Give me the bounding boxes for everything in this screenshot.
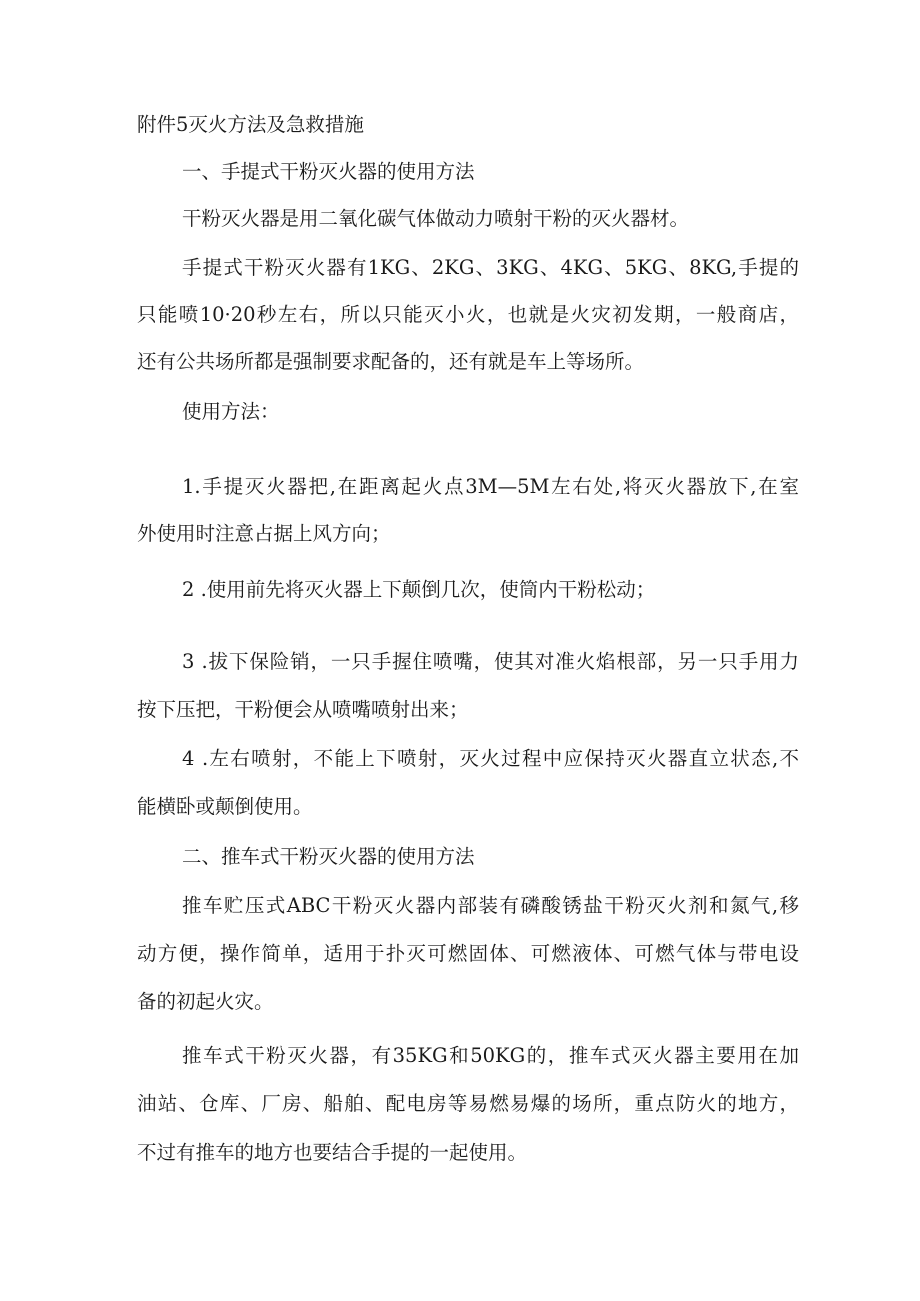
step-2: 2 .使用前先将灭火器上下颠倒几次，使筒内干粉松动； [182, 578, 656, 601]
step-4-line-2: 能横卧或颠倒使用。 [137, 795, 313, 818]
step-1-line-1: 1.手提灭火器把,在距离起火点3M—5M左右处,将灭火器放下,在室 [182, 475, 799, 498]
step-3-line-1: 3 .拔下保险销，一只手握住喷嘴，使其对准火焰根部，另一只手用力 [182, 650, 799, 673]
paragraph-4-line-2: 油站、仓库、厂房、船舶、配电房等易燃易爆的场所，重点防火的地方， [137, 1092, 799, 1115]
paragraph-2-line-2: 只能喷10·20秒左右，所以只能灭小火，也就是火灾初发期，一般商店， [137, 303, 799, 326]
section-heading-1: 一、手提式干粉灭火器的使用方法 [182, 160, 475, 183]
step-3-line-2: 按下压把，干粉便会从喷嘴喷射出来； [137, 698, 469, 721]
paragraph-4-line-3: 不过有推车的地方也要结合手提的一起使用。 [137, 1141, 528, 1164]
usage-label: 使用方法： [182, 400, 280, 423]
paragraph-1: 干粉灭火器是用二氧化碳气体做动力喷射干粉的灭火器材。 [182, 207, 690, 230]
paragraph-3-line-1: 推车贮压式ABC干粉灭火器内部装有磷酸锈盐干粉灭火剂和氮气,移 [182, 894, 799, 917]
paragraph-4-line-1: 推车式干粉灭火器，有35KG和50KG的，推车式灭火器主要用在加 [182, 1044, 799, 1067]
section-heading-2: 二、推车式干粉灭火器的使用方法 [182, 845, 475, 868]
paragraph-2-line-1: 手提式干粉灭火器有1KG、2KG、3KG、4KG、5KG、8KG,手提的 [182, 256, 799, 279]
step-1-line-2: 外使用时注意占据上风方向； [137, 522, 391, 545]
paragraph-3-line-2: 动方便，操作简单，适用于扑灭可燃固体、可燃液体、可燃气体与带电设 [137, 942, 799, 965]
paragraph-3-line-3: 备的初起火灾。 [137, 990, 274, 1013]
step-4-line-1: 4 .左右喷射，不能上下喷射，灭火过程中应保持灭火器直立状态,不 [182, 747, 799, 770]
document-title: 附件5灭火方法及急救措施 [137, 113, 364, 136]
paragraph-2-line-3: 还有公共场所都是强制要求配备的，还有就是车上等场所。 [137, 350, 645, 373]
